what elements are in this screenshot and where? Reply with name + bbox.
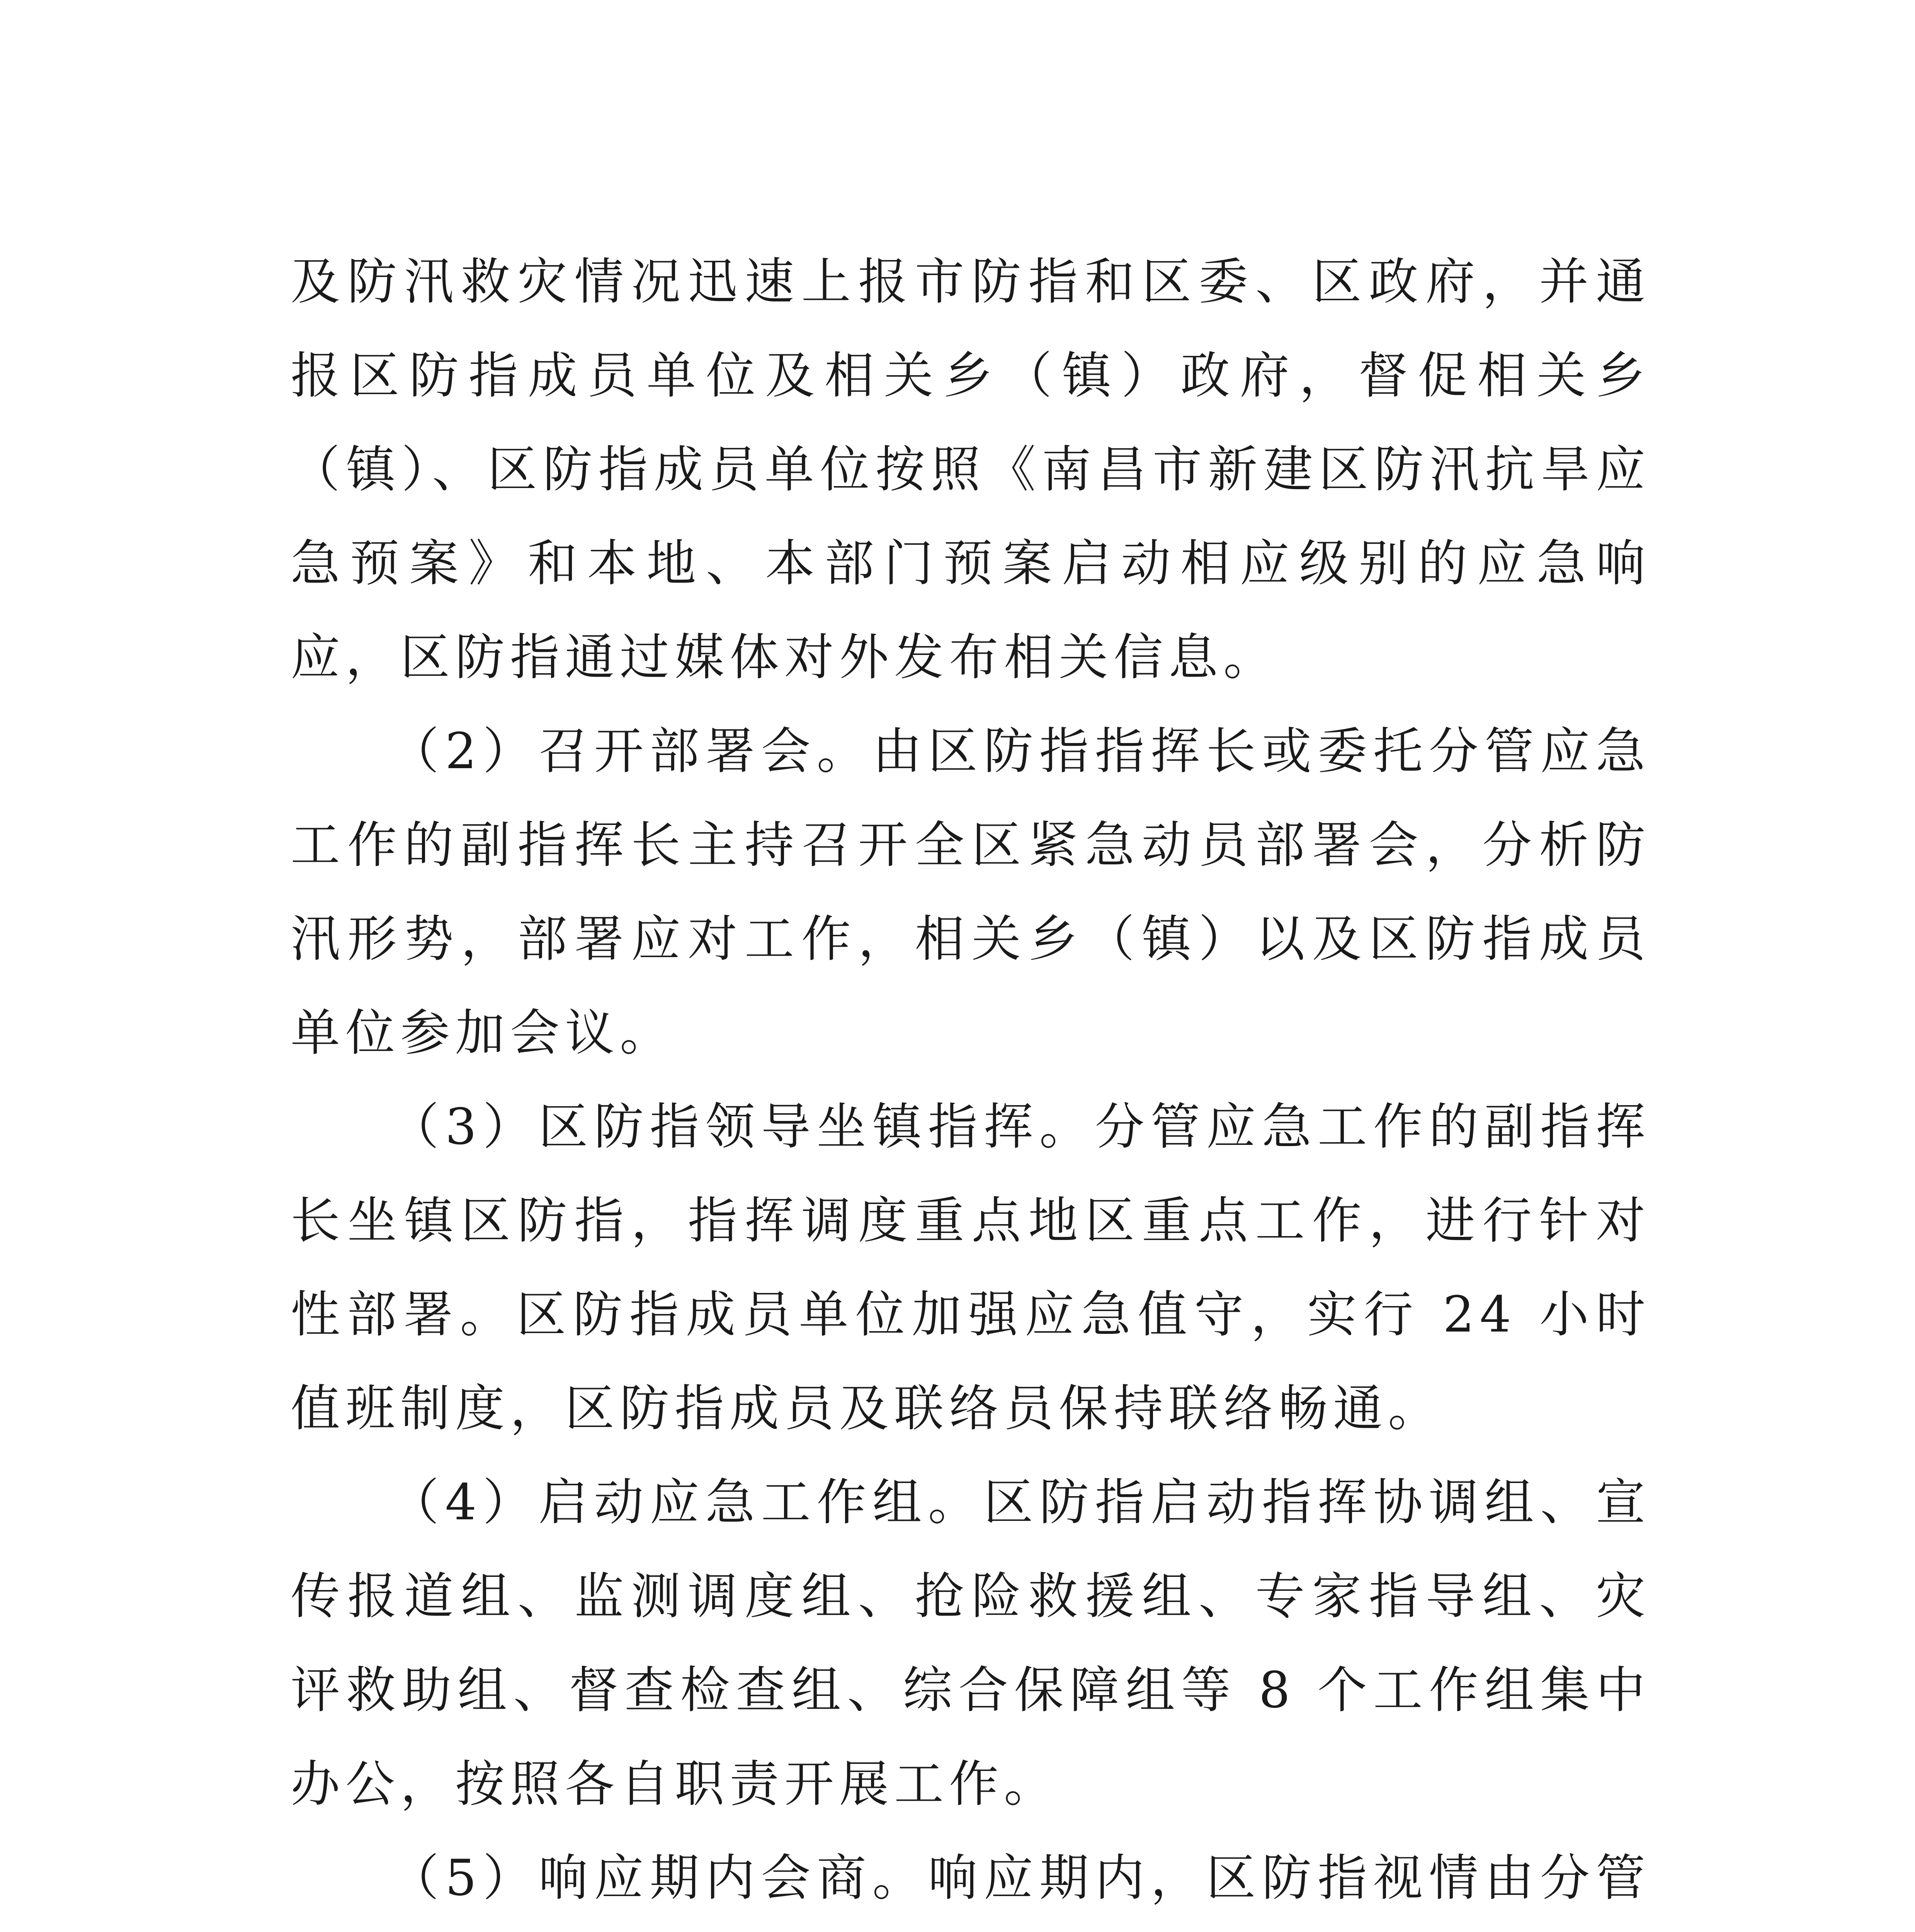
paragraph-item-2: （2）召开部署会。由区防指指挥长或委托分管应急工作的副指挥长主持召开全区紧急动员部署会，分析防汛形势，部署应对工作，相关乡（镇）以及区防指成员单位参加会议。 — [291, 723, 1651, 1062]
body-text — [291, 235, 1651, 1932]
paragraph-item-4: （4）启动应急工作组。区防指启动指挥协调组、宣传报道组、监测调度组、抢险救援组、专家指导组、灾评救助组、督查检查组、综合保障组等 8 个工作组集中办公，按照各自职责开展工作。 — [291, 1474, 1651, 1813]
paragraph-continuation: 及防汛救灾情况迅速上报市防指和区委、区政府，并通报区防指成员单位及相关乡（镇）政府，督促相关乡（镇）、区防指成员单位按照《南昌市新建区防汛抗旱应急预案》和本地、本部门预案启动相应级别的应急响应，区防指通过媒体对外发布相关信息。 — [291, 253, 1651, 686]
paragraph-item-3: （3）区防指领导坐镇指挥。分管应急工作的副指挥长坐镇区防指，指挥调度重点地区重点工作，进行针对性部署。区防指成员单位加强应急值守，实行 24 小时值班制度，区防指成员及联络员保持联络畅通。 — [291, 1098, 1651, 1437]
paragraph-item-5: （5）响应期内会商。响应期内，区防指视情由分管 — [389, 1849, 1651, 1907]
